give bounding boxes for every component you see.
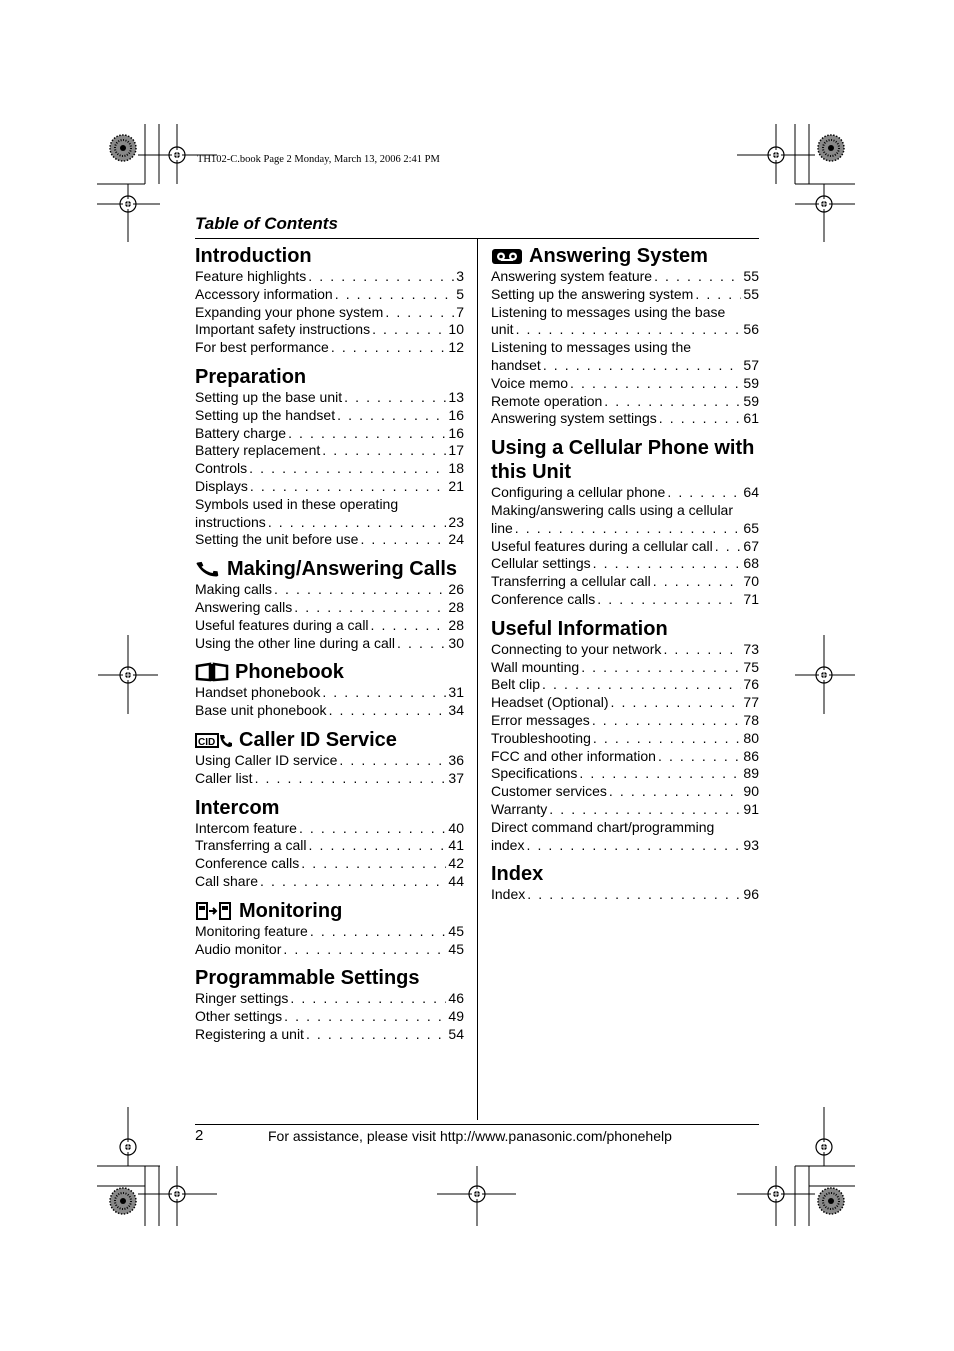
toc-entry-label: Direct command chart/programming xyxy=(491,818,715,835)
caller-id-icon xyxy=(195,730,233,750)
toc-entry-label: Cellular settings xyxy=(491,555,591,572)
toc-entry-page: 42 xyxy=(448,855,464,872)
toc-entry-page: 3 xyxy=(456,268,464,284)
toc-entry-label: Listening to messages using the xyxy=(491,339,692,356)
toc-entry-label: Ringer settings xyxy=(195,990,289,1007)
toc-entry-page: 13 xyxy=(448,388,464,405)
toc-entry-page: 71 xyxy=(743,590,759,607)
toc-entry[interactable] xyxy=(195,460,464,478)
toc-entry[interactable] xyxy=(491,375,759,393)
toc-entry-label: Battery replacement xyxy=(195,442,321,459)
leader-dots xyxy=(659,410,742,428)
toc-entry-label: Answering system settings xyxy=(491,410,657,427)
leader-dots xyxy=(260,873,446,891)
section-heading xyxy=(491,617,759,641)
section-title: Caller ID Service xyxy=(239,728,397,751)
toc-entry-label: Warranty xyxy=(491,800,548,817)
toc-entry[interactable] xyxy=(491,641,759,659)
leader-dots xyxy=(592,712,742,730)
toc-section-intercom xyxy=(195,796,464,891)
leader-dots xyxy=(310,923,447,941)
toc-entry-page: 7 xyxy=(456,303,464,320)
phone-icon xyxy=(195,559,221,579)
toc-entry-page: 49 xyxy=(448,1008,464,1025)
leader-dots xyxy=(604,393,741,411)
toc-entry-page: 36 xyxy=(448,751,464,768)
toc-entry[interactable] xyxy=(195,425,464,443)
toc-entry-page: 45 xyxy=(448,940,464,957)
toc-entry-page: 73 xyxy=(743,640,759,657)
toc-entry-label: Call share xyxy=(195,872,259,889)
toc-entry[interactable] xyxy=(491,304,759,340)
section-title: Index xyxy=(491,863,544,886)
toc-entry-page: 5 xyxy=(456,285,464,302)
toc-entry-page: 56 xyxy=(743,321,759,338)
toc-entry-page: 37 xyxy=(448,769,464,786)
footer-rule xyxy=(195,1124,759,1125)
toc-entry-page: 45 xyxy=(448,922,464,939)
toc-entry-page: 78 xyxy=(743,711,759,728)
toc-entry-page: 59 xyxy=(743,374,759,391)
leader-dots xyxy=(593,730,742,748)
section-heading xyxy=(195,899,464,923)
leader-dots xyxy=(249,460,446,478)
toc-entry[interactable] xyxy=(195,321,464,339)
toc-entry[interactable] xyxy=(195,581,464,599)
toc-entry-label: Important safety instructions xyxy=(195,321,371,338)
section-heading xyxy=(195,796,464,820)
leader-dots xyxy=(654,268,741,286)
section-heading xyxy=(491,244,759,268)
leader-dots xyxy=(288,425,446,443)
section-heading xyxy=(491,862,759,886)
toc-entry-label: Accessory information xyxy=(195,285,333,302)
toc-entry-label: Useful features during a call xyxy=(195,616,369,633)
toc-entry-page: 16 xyxy=(448,424,464,441)
leader-dots xyxy=(299,820,446,838)
assistance-text: For assistance, please visit http://www.panasonic.com/phonehelp xyxy=(268,1128,672,1144)
leader-dots xyxy=(397,635,446,653)
section-title: Useful Information xyxy=(491,617,668,640)
toc-entry-page: 64 xyxy=(743,484,759,501)
print-info: TH102-C.book Page 2 Monday, March 13, 2006 2:41 PM xyxy=(197,154,440,165)
leader-dots xyxy=(339,752,446,770)
section-title: Making/Answering Calls xyxy=(227,558,458,581)
section-heading xyxy=(195,557,464,581)
toc-entry-label: Troubleshooting xyxy=(491,729,591,746)
section-heading xyxy=(491,436,759,484)
section-title: Answering System xyxy=(529,245,708,267)
toc-entry-label-continued: handset xyxy=(491,356,541,373)
toc-entry[interactable] xyxy=(491,783,759,801)
toc-entry-page: 59 xyxy=(743,392,759,409)
tape-icon xyxy=(491,246,523,266)
toc-entry-label: Listening to messages using the base xyxy=(491,303,726,320)
leader-dots xyxy=(372,321,446,339)
toc-entry[interactable] xyxy=(195,268,464,286)
toc-entry[interactable] xyxy=(195,1008,464,1026)
toc-entry[interactable] xyxy=(195,442,464,460)
toc-section-index xyxy=(491,862,759,904)
toc-entry-page: 61 xyxy=(743,410,759,427)
toc-entry[interactable] xyxy=(491,555,759,573)
toc-entry-label: Monitoring feature xyxy=(195,922,308,939)
leader-dots xyxy=(663,641,741,659)
leader-dots xyxy=(250,478,447,496)
toc-entry[interactable] xyxy=(491,730,759,748)
toc-entry[interactable] xyxy=(491,502,759,538)
toc-entry[interactable] xyxy=(491,676,759,694)
leader-dots xyxy=(527,886,741,904)
toc-entry[interactable] xyxy=(491,484,759,502)
toc-entry-label: Making/answering calls using a cellular xyxy=(491,501,734,518)
toc-entry-page: 17 xyxy=(448,442,464,459)
toc-entry[interactable] xyxy=(195,339,464,357)
toc-entry-label: Answering calls xyxy=(195,598,293,615)
toc-entry-label: Error messages xyxy=(491,711,590,728)
toc-entry-label: Remote operation xyxy=(491,392,603,409)
leader-dots xyxy=(526,837,741,855)
section-title: Programmable Settings xyxy=(195,967,420,990)
toc-entry-label: Making calls xyxy=(195,581,273,598)
toc-entry-page: 55 xyxy=(743,285,759,302)
toc-entry[interactable] xyxy=(195,635,464,653)
leader-dots xyxy=(658,748,741,766)
toc-entry[interactable] xyxy=(195,531,464,549)
toc-entry-page: 55 xyxy=(743,268,759,284)
leader-dots xyxy=(667,484,741,502)
leader-dots xyxy=(322,442,446,460)
toc-entry-page: 89 xyxy=(743,765,759,782)
toc-entry-label: Feature highlights xyxy=(195,268,307,284)
toc-entry[interactable] xyxy=(195,478,464,496)
toc-entry-label: Caller list xyxy=(195,769,253,786)
leader-dots xyxy=(593,555,742,573)
toc-entry[interactable] xyxy=(195,1026,464,1044)
toc-entry-label: Conference calls xyxy=(195,855,300,872)
toc-entry-page: 21 xyxy=(448,477,464,494)
toc-entry[interactable] xyxy=(491,801,759,819)
leader-dots xyxy=(360,531,446,549)
toc-entry[interactable] xyxy=(491,748,759,766)
toc-entry-label: Base unit phonebook xyxy=(195,702,327,719)
section-title: Monitoring xyxy=(239,899,343,922)
toc-entry[interactable] xyxy=(195,873,464,891)
toc-entry-page: 75 xyxy=(743,658,759,675)
toc-entry-page: 77 xyxy=(743,694,759,711)
toc-entry-label: Connecting to your network xyxy=(491,640,662,657)
leader-dots xyxy=(329,702,447,720)
toc-entry[interactable] xyxy=(491,591,759,609)
toc-section-answering-system xyxy=(491,244,759,428)
leader-dots xyxy=(579,765,741,783)
leader-dots xyxy=(255,770,447,788)
toc-entry-page: 44 xyxy=(448,872,464,889)
toc-entry[interactable] xyxy=(491,339,759,375)
leader-dots xyxy=(283,941,446,959)
toc-entry-page: 70 xyxy=(743,573,759,590)
leader-dots xyxy=(581,659,741,677)
leader-dots xyxy=(695,286,741,304)
section-heading xyxy=(195,244,464,268)
toc-entry-label: Using Caller ID service xyxy=(195,751,338,768)
toc-entry[interactable] xyxy=(195,923,464,941)
toc-entry-page: 24 xyxy=(448,531,464,548)
toc-entry-label: Configuring a cellular phone xyxy=(491,484,666,501)
toc-entry-label: Index xyxy=(491,886,526,903)
toc-entry-label: Wall mounting xyxy=(491,658,580,675)
toc-section-programmable-settings xyxy=(195,966,464,1043)
leader-dots xyxy=(653,573,742,591)
section-heading xyxy=(195,728,464,752)
toc-entry-page: 18 xyxy=(448,460,464,477)
leader-dots xyxy=(543,357,742,375)
leader-dots xyxy=(268,514,447,532)
toc-entry-page: 65 xyxy=(743,519,759,536)
toc-entry-page: 28 xyxy=(448,616,464,633)
toc-entry-page: 40 xyxy=(448,819,464,836)
toc-entry-page: 57 xyxy=(743,356,759,373)
section-title: Preparation xyxy=(195,365,307,388)
toc-entry-page: 28 xyxy=(448,598,464,615)
leader-dots xyxy=(611,694,742,712)
toc-entry-page: 86 xyxy=(743,747,759,764)
leader-dots xyxy=(570,375,741,393)
section-title: Phonebook xyxy=(235,661,344,684)
toc-entry[interactable] xyxy=(195,837,464,855)
toc-entry-page: 12 xyxy=(448,339,464,356)
toc-section-monitoring xyxy=(195,899,464,959)
toc-entry[interactable] xyxy=(491,712,759,730)
toc-entry-label: Conference calls xyxy=(491,590,596,607)
toc-entry-label: Setting the unit before use xyxy=(195,531,359,548)
toc-entry-page: 91 xyxy=(743,800,759,817)
toc-entry-page: 31 xyxy=(448,684,464,701)
toc-entry-page: 54 xyxy=(448,1025,464,1042)
leader-dots xyxy=(308,268,454,286)
toc-entry-label: Symbols used in these operating xyxy=(195,495,399,512)
toc-entry-label: Audio monitor xyxy=(195,940,282,957)
leader-dots xyxy=(715,538,742,556)
toc-entry-page: 90 xyxy=(743,783,759,800)
toc-entry[interactable] xyxy=(491,694,759,712)
toc-entry-page: 93 xyxy=(743,836,759,853)
toc-entry-label: Voice memo xyxy=(491,374,569,391)
toc-entry-page: 10 xyxy=(448,321,464,338)
leader-dots xyxy=(549,801,741,819)
leader-dots xyxy=(516,321,742,339)
leader-dots xyxy=(306,1026,446,1044)
toc-entry-page: 46 xyxy=(448,990,464,1007)
toc-entry-page: 34 xyxy=(448,702,464,719)
leader-dots xyxy=(385,304,454,322)
toc-entry-label: Registering a unit xyxy=(195,1025,304,1042)
leader-dots xyxy=(335,286,454,304)
leader-dots xyxy=(344,389,446,407)
toc-section-caller-id-service xyxy=(195,728,464,788)
toc-entry-page: 30 xyxy=(448,634,464,651)
toc-section-phonebook xyxy=(195,660,464,720)
toc-entry-page: 76 xyxy=(743,676,759,693)
toc-entry-page: 67 xyxy=(743,537,759,554)
toc-entry[interactable] xyxy=(491,410,759,428)
toc-right-column xyxy=(491,244,759,912)
toc-entry[interactable] xyxy=(195,684,464,702)
toc-entry-page: 26 xyxy=(448,581,464,598)
leader-dots xyxy=(309,837,447,855)
toc-entry[interactable] xyxy=(491,886,759,904)
toc-entry[interactable] xyxy=(195,855,464,873)
toc-entry[interactable] xyxy=(491,286,759,304)
toc-entry[interactable] xyxy=(491,573,759,591)
toc-entry[interactable] xyxy=(195,304,464,322)
toc-entry-label: Using the other line during a call xyxy=(195,634,396,651)
toc-entry-page: 23 xyxy=(448,513,464,530)
toc-entry-page: 41 xyxy=(448,837,464,854)
toc-entry-page: 80 xyxy=(743,729,759,746)
toc-section-making-answering-calls xyxy=(195,557,464,652)
toc-entry-label: Setting up the answering system xyxy=(491,285,694,302)
toc-entry[interactable] xyxy=(195,286,464,304)
leader-dots xyxy=(301,855,446,873)
toc-section-using-a-cellular-phone-with-this-unit xyxy=(491,436,759,609)
toc-entry-label: Specifications xyxy=(491,765,578,782)
toc-section-introduction xyxy=(195,244,464,357)
toc-entry[interactable] xyxy=(195,820,464,838)
toc-entry[interactable] xyxy=(491,765,759,783)
toc-entry-label: Answering system feature xyxy=(491,268,653,284)
leader-dots xyxy=(274,581,446,599)
toc-section-preparation xyxy=(195,365,464,549)
toc-entry-label-continued: instructions xyxy=(195,513,266,530)
toc-entry-label-continued: unit xyxy=(491,321,514,338)
toc-entry-label: Displays xyxy=(195,477,248,494)
book-icon xyxy=(195,662,229,682)
toc-entry[interactable] xyxy=(195,752,464,770)
toc-entry-label-continued: index xyxy=(491,836,525,853)
toc-entry-label: Setting up the base unit xyxy=(195,388,343,405)
monitor-icon xyxy=(195,901,233,921)
section-title: Using a Cellular Phone with this Unit xyxy=(491,437,755,484)
section-title: Intercom xyxy=(195,796,280,819)
toc-entry[interactable] xyxy=(195,407,464,425)
svg-text:CID: CID xyxy=(198,736,216,748)
toc-entry[interactable] xyxy=(195,389,464,407)
toc-entry[interactable] xyxy=(491,819,759,855)
leader-dots xyxy=(609,783,742,801)
section-heading xyxy=(195,365,464,389)
toc-entry-label: Handset phonebook xyxy=(195,684,321,701)
toc-entry-label: Setting up the handset xyxy=(195,406,336,423)
leader-dots xyxy=(290,990,446,1008)
toc-entry-label: Expanding your phone system xyxy=(195,303,384,320)
section-heading xyxy=(195,966,464,990)
section-heading xyxy=(195,660,464,684)
toc-entry-label: Customer services xyxy=(491,783,607,800)
toc-entry-label: Intercom feature xyxy=(195,819,297,836)
toc-entry[interactable] xyxy=(195,617,464,635)
toc-entry[interactable] xyxy=(491,393,759,411)
toc-entry-page: 16 xyxy=(448,406,464,423)
toc-entry-label: Headset (Optional) xyxy=(491,694,609,711)
toc-entry[interactable] xyxy=(195,702,464,720)
toc-entry-label: Transferring a call xyxy=(195,837,307,854)
leader-dots xyxy=(337,407,446,425)
toc-section-useful-information xyxy=(491,617,759,855)
toc-entry[interactable] xyxy=(195,496,464,532)
toc-entry-label: Belt clip xyxy=(491,676,541,693)
page-number: 2 xyxy=(195,1127,204,1144)
toc-entry[interactable] xyxy=(195,990,464,1008)
column-divider xyxy=(477,238,478,1120)
toc-entry-page: 68 xyxy=(743,555,759,572)
leader-dots xyxy=(294,599,446,617)
page-title: Table of Contents xyxy=(195,214,338,233)
toc-entry[interactable] xyxy=(491,659,759,677)
leader-dots xyxy=(371,617,447,635)
leader-dots xyxy=(515,520,742,538)
toc-entry-label: For best performance xyxy=(195,339,329,356)
leader-dots xyxy=(284,1008,446,1026)
toc-left-column xyxy=(195,244,464,1052)
toc-entry-label: Other settings xyxy=(195,1008,283,1025)
toc-entry[interactable] xyxy=(195,599,464,617)
toc-entry[interactable] xyxy=(491,538,759,556)
toc-entry-label-continued: line xyxy=(491,519,513,536)
toc-entry[interactable] xyxy=(195,770,464,788)
toc-entry-page: 96 xyxy=(743,886,759,903)
toc-entry-label: Transferring a cellular call xyxy=(491,573,651,590)
toc-entry[interactable] xyxy=(195,941,464,959)
leader-dots xyxy=(597,591,741,609)
leader-dots xyxy=(331,339,447,357)
toc-entry-label: Useful features during a cellular call xyxy=(491,537,713,554)
toc-entry[interactable] xyxy=(491,268,759,286)
toc-entry-label: FCC and other information xyxy=(491,747,656,764)
leader-dots xyxy=(322,684,446,702)
section-title: Introduction xyxy=(195,245,312,267)
leader-dots xyxy=(542,676,741,694)
toc-entry-label: Battery charge xyxy=(195,424,287,441)
toc-entry-label: Controls xyxy=(195,460,248,477)
